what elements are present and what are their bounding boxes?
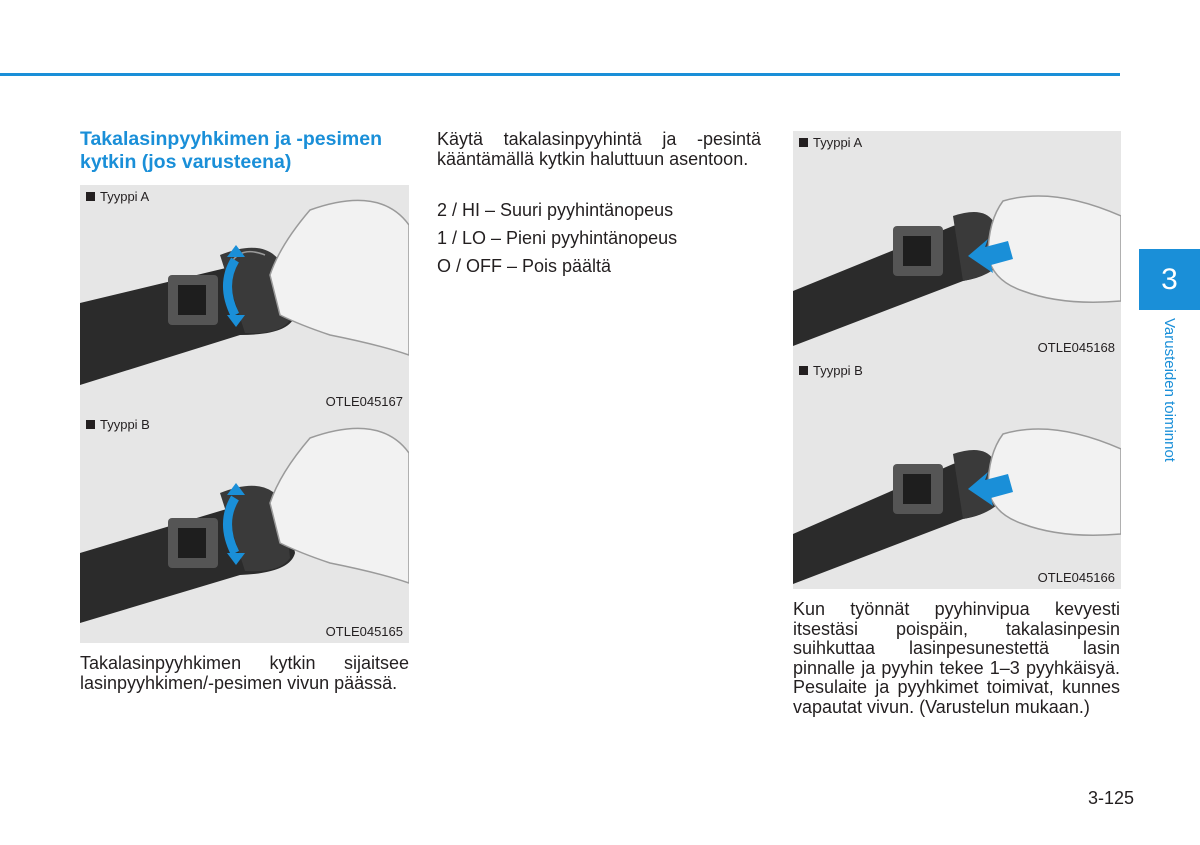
chapter-number: 3 xyxy=(1161,262,1178,296)
section-heading: Takalasinpyyhkimen ja -pesimen kytkin (jos varusteena) xyxy=(80,128,383,173)
figure-label: Tyyppi A xyxy=(813,135,863,150)
figure-code: OTLE045167 xyxy=(325,394,403,409)
right-paragraph: Kun työnnät pyyhinvipua kevyesti itsestäsi poispäin, takalasinpesin suihkuttaa lasinpesunestettä lasin pinnalle ja pyyhin tekee 1–3 pyyhkäisyä. Pesulaite ja pyyhkimet toimivat, kunnes vapautat vivun. (Varustelun mukaan.) xyxy=(793,599,1120,717)
figure-label: Tyyppi B xyxy=(100,417,150,432)
chapter-title: Varusteiden toiminnot xyxy=(1161,318,1178,462)
figure-left-type-a xyxy=(80,185,409,413)
square-bullet-icon xyxy=(799,138,808,147)
middle-intro: Käytä takalasinpyyhintä ja -pesintä kääntämällä kytkin haluttuun asentoon. xyxy=(437,129,761,169)
wiper-stalk-rotate-illustration xyxy=(80,185,409,413)
figure-label: Tyyppi B xyxy=(813,363,863,378)
wiper-stalk-push-illustration xyxy=(793,359,1121,589)
left-paragraph: Takalasinpyyhkimen kytkin sijaitsee lasinpyyhkimen/-pesimen vivun päässä. xyxy=(80,653,409,693)
square-bullet-icon xyxy=(86,420,95,429)
figure-label: Tyyppi A xyxy=(100,189,150,204)
list-item: O / OFF – Pois päältä xyxy=(437,256,612,276)
header-rule xyxy=(0,73,1120,76)
figure-right-type-a xyxy=(793,131,1121,359)
figure-right-type-b xyxy=(793,359,1121,589)
figure-code: OTLE045166 xyxy=(1037,570,1115,585)
wiper-stalk-push-illustration xyxy=(793,131,1121,359)
figure-code: OTLE045165 xyxy=(325,624,403,639)
list-item: 1 / LO – Pieni pyyhintänopeus xyxy=(437,228,678,248)
square-bullet-icon xyxy=(86,192,95,201)
figure-left-type-b xyxy=(80,413,409,643)
wiper-stalk-rotate-illustration xyxy=(80,413,409,643)
square-bullet-icon xyxy=(799,366,808,375)
figure-code: OTLE045168 xyxy=(1037,340,1115,355)
chapter-tab xyxy=(1139,249,1200,310)
page-number: 3-125 xyxy=(1088,788,1135,808)
list-item: 2 / HI – Suuri pyyhintänopeus xyxy=(437,200,674,220)
